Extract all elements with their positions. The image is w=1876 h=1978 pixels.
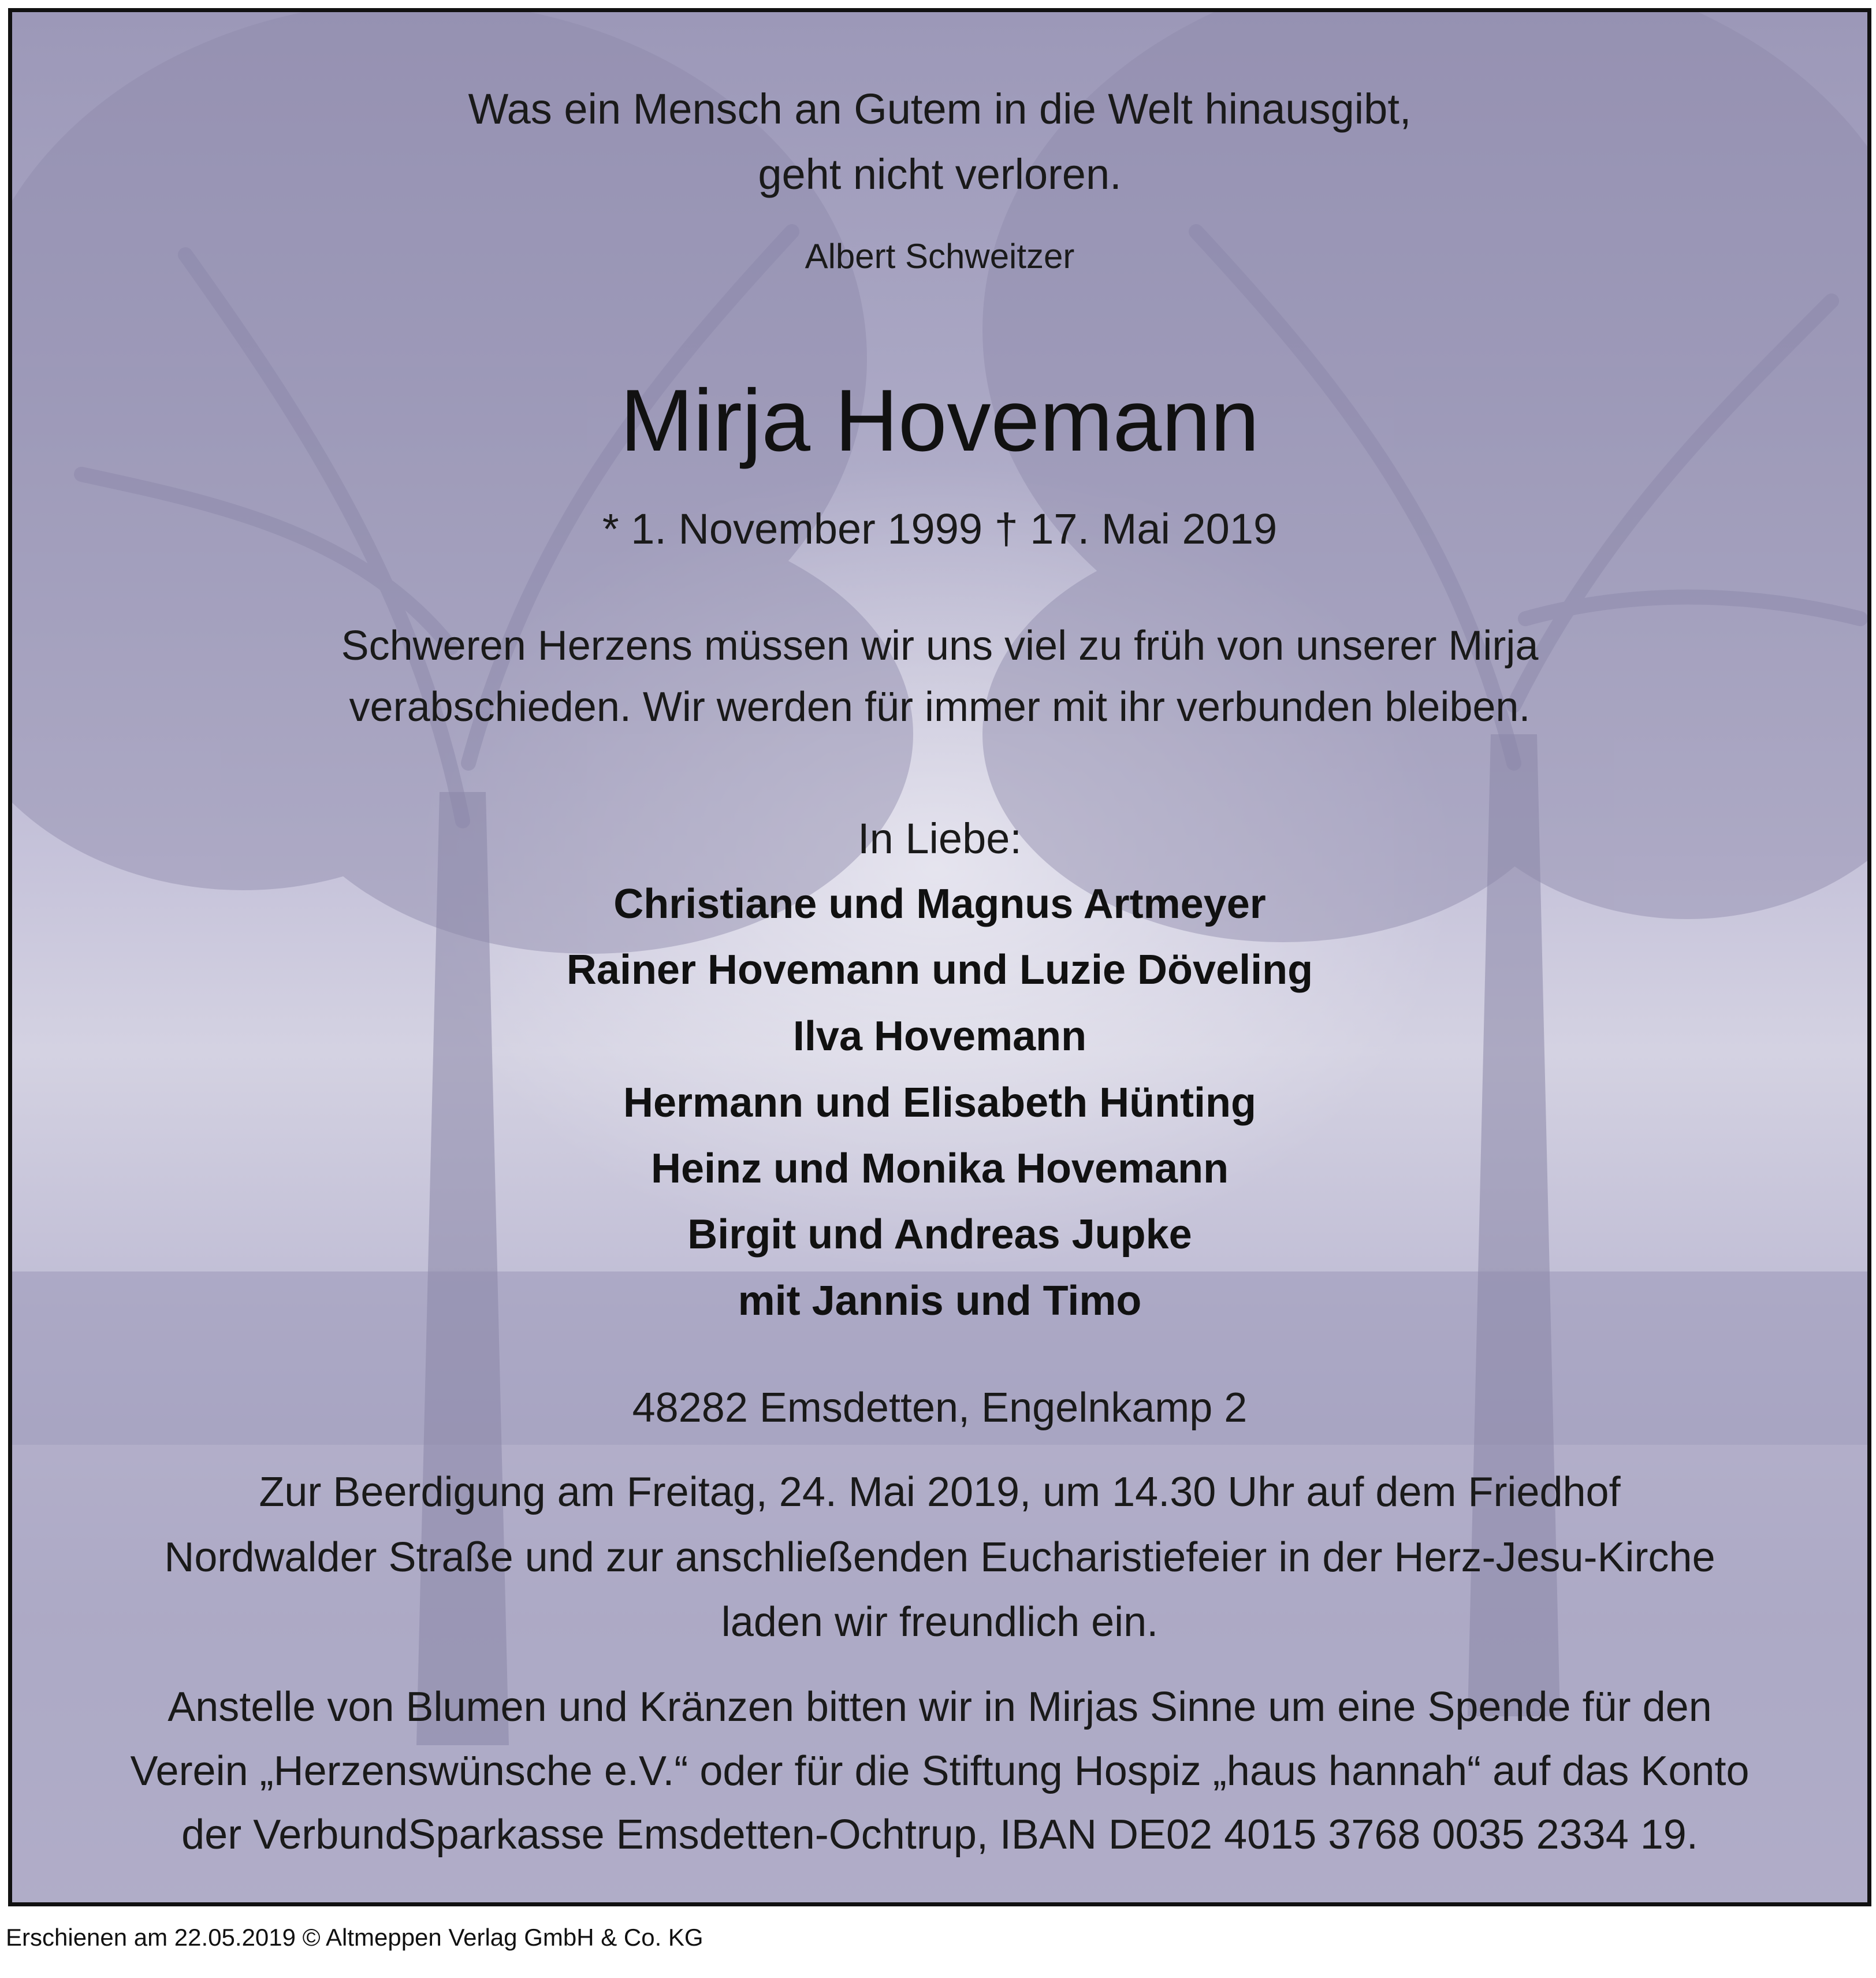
donation-line-1: Anstelle von Blumen und Kränzen bitten wir in Mirjas Sinne um eine Spende für den bbox=[168, 1684, 1712, 1730]
family-name-6: Birgit und Andreas Jupke bbox=[687, 1211, 1192, 1258]
quote-line-2: geht nicht verloren. bbox=[758, 150, 1122, 198]
family-name-4: Hermann und Elisabeth Hünting bbox=[623, 1080, 1257, 1126]
obituary-card bbox=[8, 8, 1871, 1906]
family-name-5: Heinz und Monika Hovemann bbox=[650, 1146, 1229, 1192]
funeral-line-2: Nordwalder Straße und zur anschließenden Eucharistiefeier in der Herz-Jesu-Kirche bbox=[164, 1534, 1715, 1581]
family-intro: In Liebe: bbox=[858, 815, 1022, 862]
family-name-1: Christiane und Magnus Artmeyer bbox=[613, 881, 1266, 927]
quote-author: Albert Schweitzer bbox=[805, 237, 1075, 276]
donation-line-2: Verein „Herzenswünsche e.V.“ oder für die Stiftung Hospiz „haus hannah“ auf das Konto bbox=[130, 1748, 1750, 1794]
message-line-2: verabschieden. Wir werden für immer mit ihr verbunden bleiben. bbox=[349, 684, 1531, 730]
publication-footer: Erschienen am 22.05.2019 © Altmeppen Verlag GmbH & Co. KG bbox=[6, 1924, 704, 1951]
donation-line-3: der VerbundSparkasse Emsdetten-Ochtrup, IBAN DE02 4015 3768 0035 2334 19. bbox=[181, 1812, 1698, 1858]
family-name-2: Rainer Hovemann und Luzie Döveling bbox=[566, 947, 1313, 993]
funeral-line-1: Zur Beerdigung am Freitag, 24. Mai 2019, um 14.30 Uhr auf dem Friedhof bbox=[259, 1469, 1621, 1515]
family-name-7: mit Jannis und Timo bbox=[738, 1278, 1142, 1324]
funeral-line-3: laden wir freundlich ein. bbox=[721, 1599, 1159, 1645]
deceased-name: Mirja Hovemann bbox=[620, 371, 1260, 470]
quote-line-1: Was ein Mensch an Gutem in die Welt hinausgibt, bbox=[468, 85, 1412, 133]
address: 48282 Emsdetten, Engelnkamp 2 bbox=[632, 1385, 1248, 1431]
life-dates: * 1. November 1999 † 17. Mai 2019 bbox=[602, 505, 1278, 553]
message-line-1: Schweren Herzens müssen wir uns viel zu früh von unserer Mirja bbox=[341, 623, 1539, 669]
family-name-3: Ilva Hovemann bbox=[792, 1013, 1087, 1059]
obituary-content bbox=[12, 12, 1867, 1902]
